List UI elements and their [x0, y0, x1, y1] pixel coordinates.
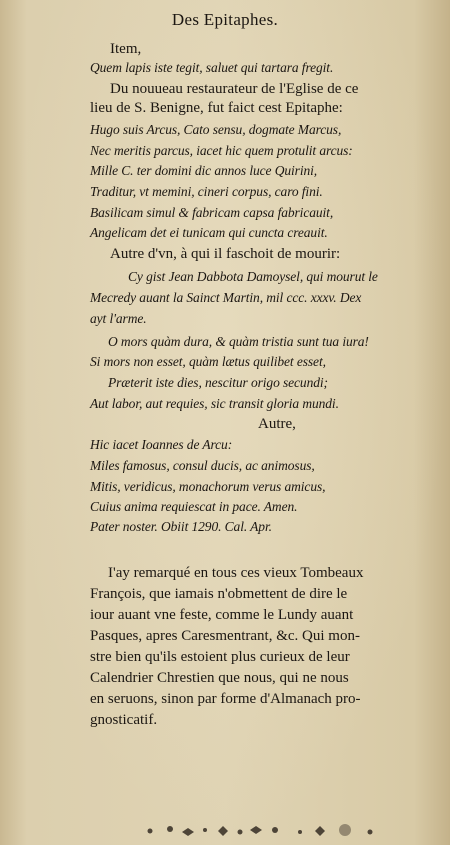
verse-line: Angelicam det ei tunicam qui cuncta creauit.: [90, 225, 328, 240]
epitaph-line: Mitis, veridicus, monachorum verus amicus,: [90, 479, 326, 494]
epitaph-line: Pater noster. Obiit 1290. Cal. Apr.: [90, 519, 272, 534]
commentary-line: I'ay remarqué en tous ces vieux Tombeaux: [108, 565, 364, 581]
ornament-border: [0, 818, 450, 845]
epitaph-line: Quem lapis iste tegit, saluet qui tartara fregit.: [90, 60, 334, 75]
commentary-line: en seruons, sinon par forme d'Almanach pro-: [90, 691, 361, 707]
running-head: Des Epitaphes.: [171, 10, 279, 29]
verse-line: Aut labor, aut requies, sic transit gloria mundi.: [90, 396, 339, 411]
commentary-line: iour auant vne feste, comme le Lundy auant: [90, 607, 354, 623]
epitaph-line: Miles famosus, consul ducis, ac animosus,: [90, 458, 315, 473]
commentary-line: François, que iamais n'obmettent de dire le: [90, 586, 348, 602]
prose-line: Du nouueau restaurateur de l'Eglise de ce: [110, 81, 359, 97]
prose-line: lieu de S. Benigne, fut faict cest Epitaphe:: [90, 100, 343, 116]
commentary-line: Calendrier Chrestien que nous, qui ne nous: [90, 670, 349, 686]
verse-line: Hugo suis Arcus, Cato sensu, dogmate Marcus,: [90, 122, 342, 137]
verse-line: Si mors non esset, quàm lætus quilibet esset,: [90, 354, 326, 369]
verse-line: Præterit iste dies, nescitur origo secundi;: [108, 375, 328, 390]
verse-line: Traditur, vt memini, cineri corpus, caro fini.: [90, 184, 323, 199]
epitaph-line: Cuius anima requiescat in pace. Amen.: [90, 499, 298, 514]
epitaph-heading: Item,: [110, 41, 142, 57]
epitaph-line: Cy gist Jean Dabbota Damoysel, qui mourut le: [128, 269, 378, 284]
verse-line: Basilicam simul & fabricam capsa fabricauit,: [90, 205, 334, 220]
commentary-line: Pasques, apres Caresmentrant, &c. Qui mon-: [90, 628, 360, 644]
epitaph-line: ayt l'arme.: [90, 311, 147, 326]
verse-line: O mors quàm dura, & quàm tristia sunt tua iura!: [108, 334, 369, 349]
verse-line: Mille C. ter domini dic annos luce Quirini,: [90, 163, 318, 178]
prose-line: Autre d'vn, à qui il faschoit de mourir:: [110, 246, 341, 262]
epitaph-line: Hic iacet Ioannes de Arcu:: [90, 437, 233, 452]
verse-line: Nec meritis parcus, iacet hic quem protulit arcus:: [90, 143, 353, 158]
commentary-line: stre bien qu'ils estoient plus curieux de leur: [90, 649, 350, 665]
epitaph-line: Mecredy auant la Sainct Martin, mil ccc. xxxv. Dex: [90, 290, 362, 305]
epitaph-heading: Autre,: [258, 416, 296, 432]
commentary-line: gnosticatif.: [90, 712, 158, 728]
